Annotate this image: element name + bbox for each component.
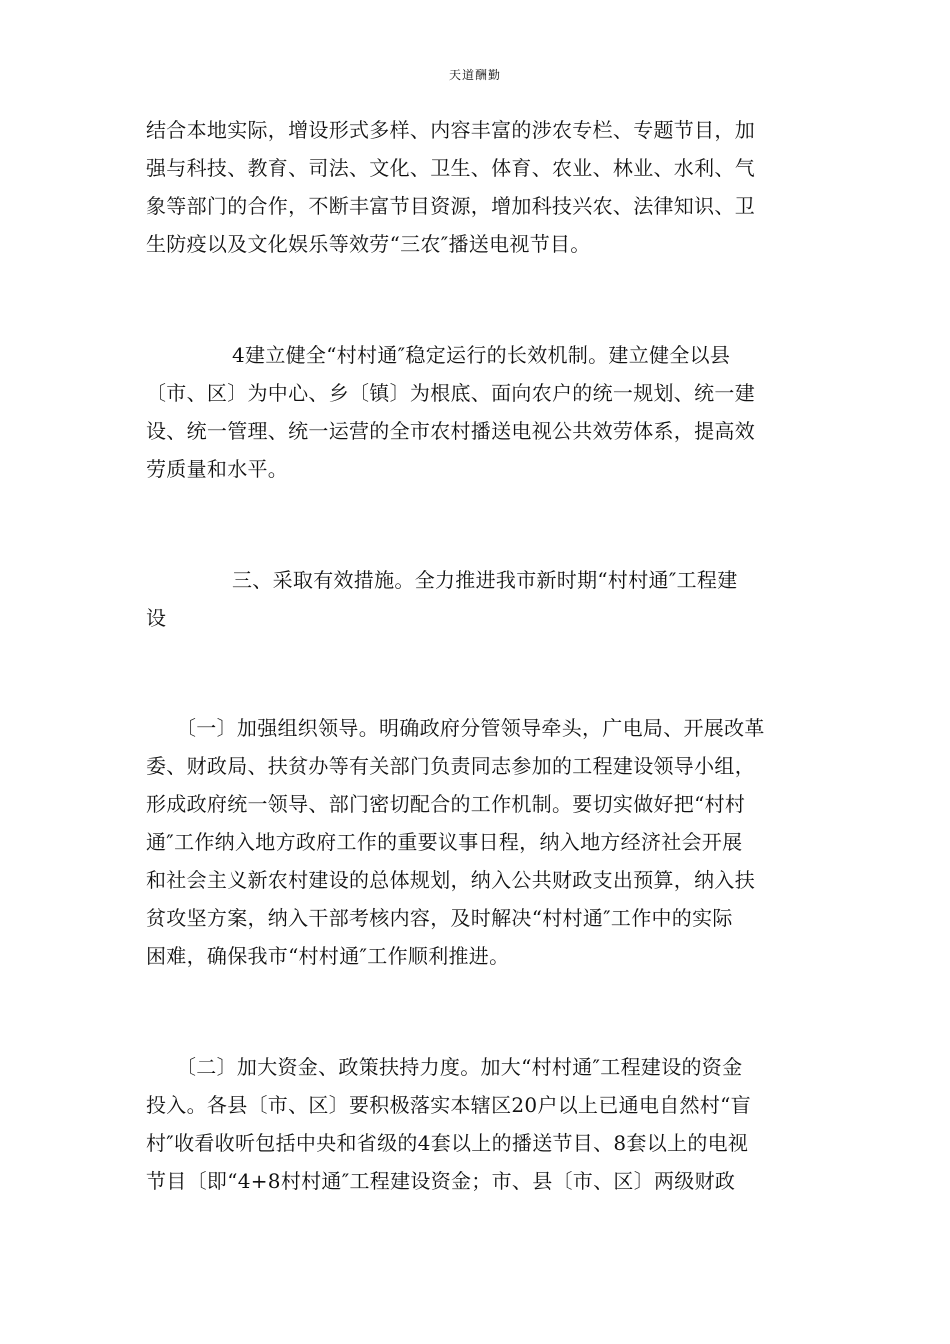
paragraph-4-line-4: 节目〔即“4+8村村通″工程建设资金；市、县〔市、区〕两级财政 bbox=[146, 1169, 736, 1193]
paragraph-3-line-5: 和社会主义新农村建设的总体规划，纳入公共财政支出预算，纳入扶 bbox=[146, 868, 755, 892]
page-header: 天道酬勤 bbox=[448, 68, 501, 82]
paragraph-3-line-7: 困难，确保我市“村村通″工作顺利推进。 bbox=[146, 944, 510, 968]
paragraph-1-line-4: 生防疫以及文化娱乐等效劳“三农″播送电视节目。 bbox=[146, 232, 591, 256]
paragraph-1-line-2: 强与科技、教育、司法、文化、卫生、体育、农业、林业、水利、气 bbox=[146, 156, 755, 180]
paragraph-4-line-3: 村″收看收听包括中央和省级的4套以上的播送节目、8套以上的电视 bbox=[146, 1131, 749, 1155]
paragraph-2-line-1: 4建立健全“村村通″稳定运行的长效机制。建立健全以县 bbox=[232, 343, 731, 367]
paragraph-3-line-2: 委、财政局、扶贫办等有关部门负责同志参加的工程建设领导小组， bbox=[146, 754, 755, 778]
paragraph-4-line-1: 〔二〕加大资金、政策扶持力度。加大“村村通″工程建设的资金 bbox=[176, 1055, 743, 1079]
paragraph-3-line-6: 贫攻坚方案，纳入干部考核内容，及时解决“村村通″工作中的实际 bbox=[146, 906, 733, 930]
section-heading-line-2: 设 bbox=[146, 606, 167, 630]
paragraph-3-line-4: 通″工作纳入地方政府工作的重要议事日程，纳入地方经济社会开展 bbox=[146, 830, 743, 854]
paragraph-1-line-3: 象等部门的合作，不断丰富节目资源，增加科技兴农、法律知识、卫 bbox=[146, 194, 755, 218]
paragraph-4-line-2: 投入。各县〔市、区〕要积极落实本辖区20户以上已通电自然村“盲 bbox=[146, 1093, 751, 1117]
paragraph-2-line-2: 〔市、区〕为中心、乡〔镇〕为根底、面向农户的统一规划、统一建 bbox=[146, 381, 755, 405]
section-heading-line-1: 三、采取有效措施。全力推进我市新时期“村村通″工程建 bbox=[232, 568, 738, 592]
paragraph-1-line-1: 结合本地实际，增设形式多样、内容丰富的涉农专栏、专题节目，加 bbox=[146, 118, 755, 142]
paragraph-2-line-4: 劳质量和水平。 bbox=[146, 457, 289, 481]
paragraph-2-line-3: 设、统一管理、统一运营的全市农村播送电视公共效劳体系，提高效 bbox=[146, 419, 755, 443]
paragraph-3-line-1: 〔一〕加强组织领导。明确政府分管领导牵头，广电局、开展改革 bbox=[176, 716, 765, 740]
paragraph-3-line-3: 形成政府统一领导、部门密切配合的工作机制。要切实做好把“村村 bbox=[146, 792, 746, 816]
